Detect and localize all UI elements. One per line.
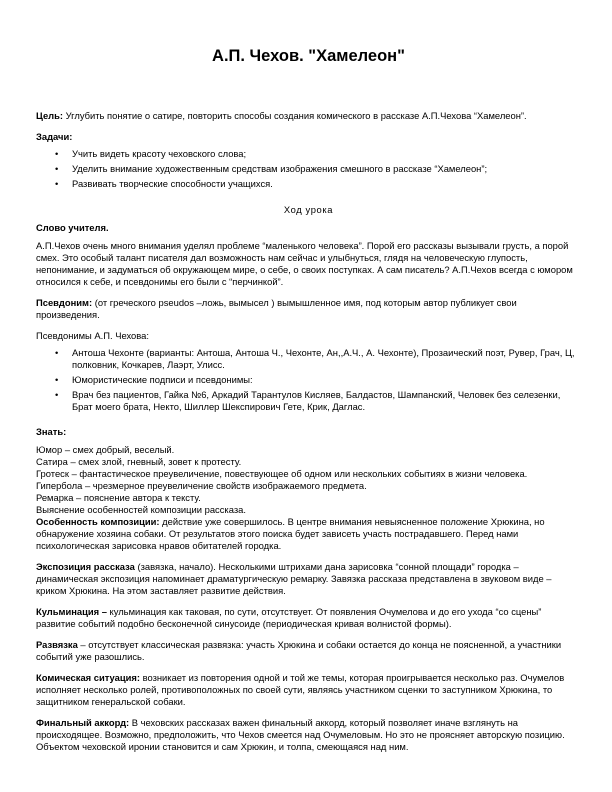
climax-paragraph: Кульминация – кульминация как таковая, по сути, отсутствует. От появления Очумелова и до его ухода “со сцены” развитие событий подобно бесконечной синусоиде (периодическая кривая волнистой формы). bbox=[36, 606, 542, 629]
document-body bbox=[36, 110, 581, 753]
tasks-heading: Задачи: bbox=[36, 131, 73, 142]
teacher-text: А.П.Чехов очень много внимания уделял проблеме “маленького человека”. Порой его рассказы вызывали грусть, а порой смех. Это особый талант писателя дал возможность нам сейчас и улыбнуться, глядя на человеческую глупость, непонимание, и задуматься об окружающем мире, о себе, о своих поступках. А сам писатель? А.П.Чехов всегда с юмором относился к себе, и псевдонимы его были с “перчинкой”. bbox=[36, 240, 573, 287]
list-item: • Развивать творческие способности учащихся. bbox=[72, 178, 581, 190]
know-line: Ремарка – пояснение автора к тексту. bbox=[36, 492, 201, 503]
know-line: Выяснение особенностей композиции рассказа. bbox=[36, 504, 246, 515]
final-chord-paragraph: Финальный аккорд: В чеховских рассказах важен финальный аккорд, который позволяет иначе взглянуть на происходящее. Возможно, предположить, что Чехов смеется над Очумеловым. Но это не проясняет авторскую позицию. Объектом чеховской иронии становится и сам Хрюкин, и толпа, смеющаяся над ним. bbox=[36, 717, 565, 752]
teacher-heading: Слово учителя. bbox=[36, 222, 109, 233]
pseudonym-label: Псевдоним: bbox=[36, 297, 93, 308]
pseudonym-paragraph: Псевдоним: (от греческого pseudos –ложь, вымысел ) вымышленное имя, под которым автор публикует свои произведения. bbox=[36, 297, 517, 320]
pseudonyms-list bbox=[36, 347, 581, 413]
list-item: • Учить видеть красоту чеховского слова; bbox=[72, 148, 581, 160]
goal-text: Углубить понятие о сатире, повторить способы создания комического в рассказе А.П.Чехова “Хамелеон”. bbox=[63, 110, 527, 121]
denouement-paragraph: Развязка – отсутствует классическая развязка: участь Хрюкина и собаки остается до конца не поясненной, а участники событий уже разошлись. bbox=[36, 639, 562, 662]
exposition-paragraph: Экспозиция рассказа (завязка, начало). Несколькими штрихами дана зарисовка “сонной площади” городка – динамическая экспозиция напоминает драматургическую ремарку. Завязка рассказа представлена в звуковом виде – криком Хрюкина. На этом заставляет развитие действия. bbox=[36, 561, 552, 596]
lesson-heading: Ход урока bbox=[283, 204, 334, 215]
list-item: • Уделить внимание художественным средствам изображения смешного в рассказе “Хамелеон”; bbox=[72, 163, 581, 175]
tasks-list bbox=[36, 148, 581, 190]
comic-paragraph: Комическая ситуация: возникает из повторения одной и той же темы, которая проигрывается несколько раз. Очумелов исполняет несколько ролей, противоположных по своей сути, являясь участником сценки то заступником Хрюкина, то защитником генеральской собаки. bbox=[36, 672, 565, 707]
page-title: А.П. Чехов. "Хамелеон" bbox=[212, 47, 405, 65]
know-line: Гротеск – фантастическое преувеличение, повествующее об одном или нескольких событиях в жизни человека. bbox=[36, 468, 528, 479]
goal-paragraph bbox=[36, 110, 581, 122]
list-item: • Антоша Чехонте (варианты: Антоша, Антоша Ч., Чехонте, Ан,,А.Ч., А. Чехонте), Прозаический поэт, Рувер, Грач, Ц, полковник, Кочкарев, Лаэрт, Улисс. bbox=[72, 347, 581, 371]
list-item: • Врач без пациентов, Гайка №6, Аркадий Тарантулов Кисляев, Балдастов, Шампанский, Человек без селезенки, Брат моего брата, Некто, Шиллер Шекспирович Гете, Крик, Даглас. bbox=[72, 389, 581, 413]
know-line: Юмор – смех добрый, веселый. bbox=[36, 444, 175, 455]
know-heading: Знать: bbox=[36, 426, 67, 437]
goal-label: Цель: bbox=[36, 110, 64, 121]
know-line: Гипербола – чрезмерное преувеличение свойств изображаемого предмета. bbox=[36, 480, 367, 491]
composition-paragraph: Особенность композиции: действие уже совершилось. В центре внимания невыясненное положение Хрюкина, но обнаружение хозяина собаки. От результатов этого поиска будет зависеть участь пострадавшего. Перед нами психологическая зарисовка нравов обитателей городка. bbox=[36, 516, 545, 551]
know-line: Сатира – смех злой, гневный, зовет к протесту. bbox=[36, 456, 242, 467]
pseudonyms-heading: Псевдонимы А.П. Чехова: bbox=[36, 330, 149, 341]
list-item: • Юмористические подписи и псевдонимы: bbox=[72, 374, 581, 386]
